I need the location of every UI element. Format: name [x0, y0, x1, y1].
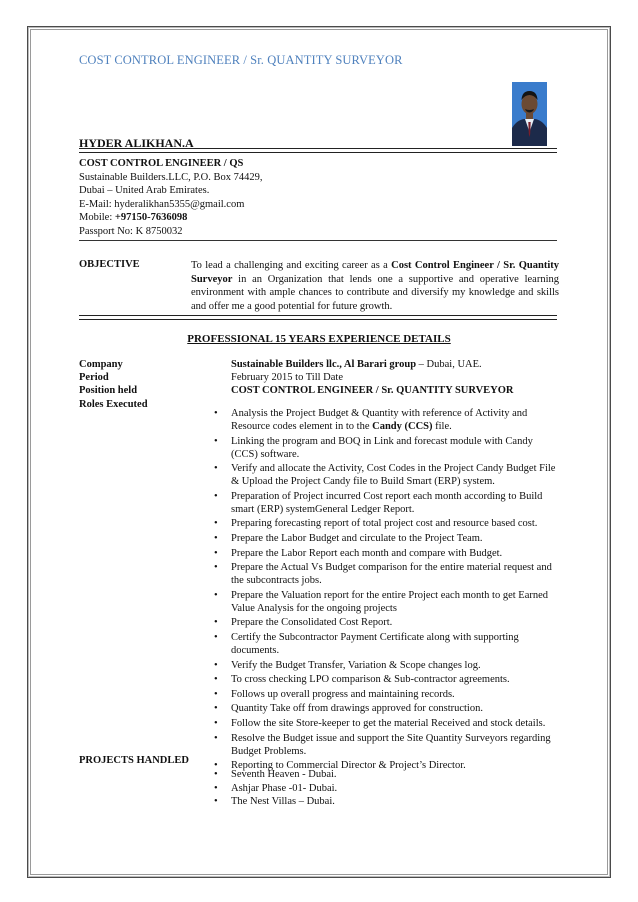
contact-company: Sustainable Builders.LLC, P.O. Box 74429,	[79, 171, 263, 183]
duty-bold: Candy (CCS)	[372, 421, 433, 432]
contact-email: E-Mail: hyderalikhan5355@gmail.com	[79, 198, 245, 210]
list-item: • Follow the site Store-keeper to get the material Received and stock details.	[214, 717, 562, 730]
list-item: • Prepare the Consolidated Cost Report.	[214, 616, 562, 629]
period-label: Period	[79, 372, 109, 384]
duties-list	[214, 407, 562, 774]
list-item: • Seventh Heaven - Dubai.	[214, 768, 337, 782]
list-item: • Prepare the Labor Budget and circulate to the Project Team.	[214, 532, 562, 545]
list-item: • Preparation of Project incurred Cost report each month according to Build smart (ERP) systemGeneral Ledger Report.	[214, 490, 562, 516]
duty-tail: file.	[432, 421, 452, 432]
list-item: • Verify the Budget Transfer, Variation & Scope changes log.	[214, 659, 562, 672]
objective-text	[191, 259, 559, 313]
mobile-label: Mobile:	[79, 212, 115, 223]
company-label: Company	[79, 359, 123, 370]
experience-heading: PROFESSIONAL 15 YEARS EXPERIENCE DETAILS	[187, 333, 451, 345]
company-value	[231, 358, 514, 371]
company-name: Sustainable Builders llc., Al Barari group	[231, 359, 417, 370]
list-item: • Quantity Take off from drawings approved for construction.	[214, 702, 562, 715]
objective-label: OBJECTIVE	[79, 259, 140, 270]
contact-block	[79, 157, 262, 238]
contact-passport: Passport No: K 8750032	[79, 225, 183, 237]
list-item: • Prepare the Valuation report for the entire Project each month to get Earned Value Analysis for the ongoing projects	[214, 589, 562, 615]
list-item: • Certify the Subcontractor Payment Certificate along with supporting documents.	[214, 631, 562, 657]
divider-double	[79, 148, 557, 153]
list-item: • Follows up overall progress and maintaining records.	[214, 688, 562, 701]
profile-photo	[512, 82, 547, 146]
objective-text-part2: in an Organization that lends one a supportive and operative learning environment with ample chances to contribute and diversify my knowledge and skills and offer me a good potential for future growth.	[191, 273, 559, 312]
list-item: • Linking the program and BOQ in Link and forecast module with Candy (CCS) software.	[214, 435, 562, 461]
divider-single	[79, 240, 557, 241]
profile-photo-image	[512, 82, 547, 146]
list-item: • To cross checking LPO comparison & Sub-contractor agreements.	[214, 673, 562, 686]
projects-label: PROJECTS HANDLED	[79, 755, 189, 766]
list-item: • Prepare the Actual Vs Budget comparison for the entire material request and the subcontracts jobs.	[214, 561, 562, 587]
contact-city: Dubai – United Arab Emirates.	[79, 185, 210, 196]
candidate-name: HYDER ALIKHAN.A	[79, 136, 194, 150]
header-title: COST CONTROL ENGINEER / Sr. QUANTITY SURVEYOR	[79, 53, 403, 67]
list-item: • Verify and allocate the Activity, Cost Codes in the Project Candy Budget File & Upload the Project Candy file to Build Smart (ERP) system.	[214, 462, 562, 488]
objective-text-bold: Cost Control Engineer / Sr. Quantity Surveyor	[191, 260, 560, 285]
list-item: • Resolve the Budget issue and support the Site Quantity Surveyors regarding Budget Problems.	[214, 732, 562, 758]
objective-text-part1: To lead a challenging and exciting career as a	[191, 260, 392, 271]
list-item	[214, 407, 562, 433]
period-value: February 2015 to Till Date	[231, 372, 343, 384]
divider-double-2	[79, 315, 557, 320]
list-item: • Prepare the Labor Report each month and compare with Budget.	[214, 547, 562, 560]
experience-values	[231, 358, 514, 398]
duty-text: Analysis the Project Budget & Quantity with reference of Activity and Resource codes element in to the	[231, 408, 528, 432]
experience-labels	[79, 358, 148, 411]
list-item: • Reporting to Commercial Director & Project’s Director.	[214, 759, 562, 772]
position-value: COST CONTROL ENGINEER / Sr. QUANTITY SURVEYOR	[231, 385, 514, 397]
list-item: • Preparing forecasting report of total project cost and resource based cost.	[214, 517, 562, 530]
list-item: • Ashjar Phase -01- Dubai.	[214, 782, 337, 796]
mobile-number: +97150-7636098	[114, 212, 188, 223]
roles-label: Roles Executed	[79, 398, 148, 410]
position-label: Position held	[79, 385, 138, 397]
contact-title: COST CONTROL ENGINEER / QS	[79, 158, 244, 169]
list-item: • The Nest Villas – Dubai.	[214, 795, 337, 809]
projects-list	[214, 768, 337, 809]
contact-mobile	[79, 211, 262, 225]
company-location: – Dubai, UAE.	[416, 359, 482, 370]
